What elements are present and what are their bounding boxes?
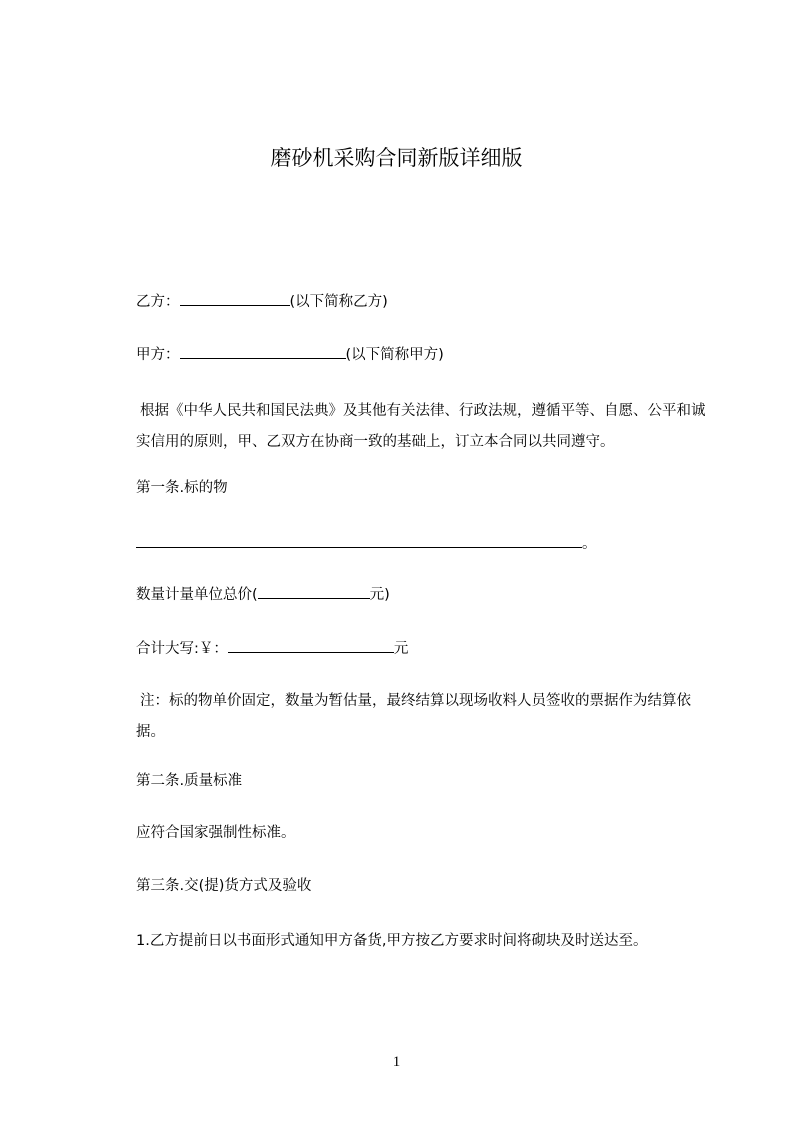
party-a-label: 甲方： xyxy=(136,347,180,363)
note-paragraph: 注：标的物单价固定，数量为暂估量，最终结算以现场收料人员签收的票据作为结算依据。 xyxy=(136,693,691,740)
subject-matter-blank xyxy=(136,533,582,548)
article-3-heading: 第三条.交(提)货方式及验收 xyxy=(136,878,312,894)
party-b-blank xyxy=(180,291,290,306)
total-label: 合计大写:￥： xyxy=(136,641,228,657)
article-1-heading: 第一条.标的物 xyxy=(136,480,228,496)
document-title: 磨砂机采购合同新版详细版 xyxy=(270,146,523,170)
party-a-blank xyxy=(180,344,346,359)
total-line xyxy=(136,638,408,659)
party-b-suffix: (以下简称乙方) xyxy=(289,294,388,310)
quantity-suffix: 元) xyxy=(369,587,390,603)
party-b-label: 乙方： xyxy=(136,294,180,310)
page-number: 1 xyxy=(392,1054,401,1070)
quantity-line xyxy=(136,584,390,605)
party-b-line xyxy=(136,291,388,312)
article-3-item-1: 1.乙方提前日以书面形式通知甲方备货,甲方按乙方要求时间将砌块及时送达至。 xyxy=(136,933,648,949)
subject-matter-period: 。 xyxy=(582,536,597,552)
article-1-blank-line xyxy=(136,533,597,554)
party-a-line xyxy=(136,344,444,365)
party-a-suffix: (以下简称甲方) xyxy=(345,347,444,363)
preamble-paragraph: 根据《中华人民共和国民法典》及其他有关法律、行政法规，遵循平等、自愿、公平和诚实信用的原则，甲、乙双方在协商一致的基础上，订立本合同以共同遵守。 xyxy=(136,403,706,450)
article-2-heading: 第二条.质量标准 xyxy=(136,773,243,789)
article-2-text: 应符合国家强制性标准。 xyxy=(136,825,296,841)
quantity-label: 数量计量单位总价( xyxy=(136,587,258,603)
total-blank xyxy=(228,638,394,653)
quantity-blank xyxy=(258,584,370,599)
total-suffix: 元 xyxy=(393,641,409,657)
